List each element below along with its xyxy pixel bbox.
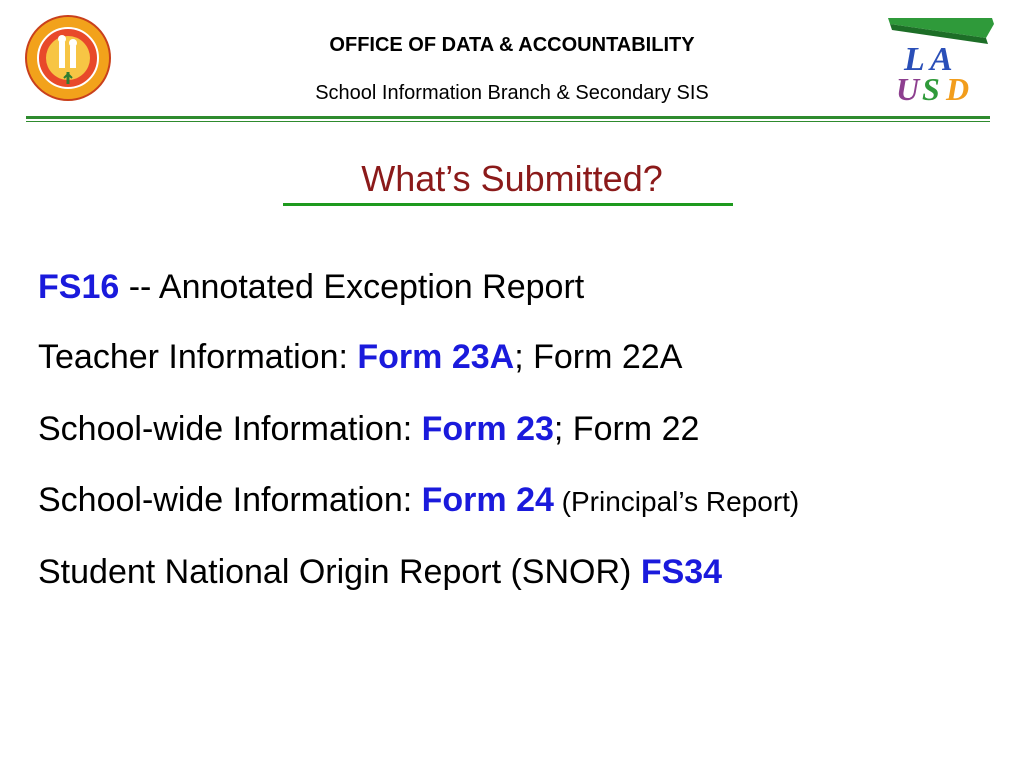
highlight-form-24: Form 24 — [421, 481, 554, 519]
content-line-fs16 — [38, 268, 584, 307]
svg-text:D: D — [946, 71, 970, 106]
content-line-school-wide-form-23 — [38, 410, 699, 449]
highlight-form-23: Form 23 — [421, 410, 554, 448]
highlight-form-23a: Form 23A — [357, 338, 515, 376]
branch-subtitle: School Information Branch & Secondary SIS — [315, 82, 709, 104]
line-prefix: Student National Origin Report (SNOR) — [38, 553, 641, 591]
line-prefix: Teacher Information: — [38, 338, 358, 376]
highlight-fs34: FS34 — [640, 553, 723, 591]
title-underline — [283, 203, 733, 206]
highlight-fs16: FS16 — [38, 268, 120, 306]
content-line-snor — [38, 553, 722, 592]
line-rest: ; Form 22A — [514, 338, 683, 376]
content-line-teacher-information — [38, 338, 682, 377]
header-rule-thick — [26, 116, 990, 119]
line-prefix: School-wide Information: — [38, 481, 422, 519]
svg-text:S: S — [922, 71, 940, 106]
slide-header — [0, 0, 1024, 130]
line-note: (Principal’s Report) — [553, 486, 800, 517]
header-rule-thin — [26, 121, 990, 122]
svg-text:U: U — [896, 71, 920, 106]
svg-text:L: L — [904, 41, 925, 78]
line-rest: ; Form 22 — [553, 410, 700, 448]
slide-title: What’s Submitted? — [361, 158, 663, 199]
line-rest: -- Annotated Exception Report — [119, 268, 585, 306]
svg-text:A: A — [930, 41, 953, 78]
lausd-logo-icon — [884, 14, 1000, 106]
office-title: OFFICE OF DATA & ACCOUNTABILITY — [329, 34, 695, 56]
content-line-school-wide-form-24 — [38, 481, 799, 520]
line-prefix: School-wide Information: — [38, 410, 422, 448]
